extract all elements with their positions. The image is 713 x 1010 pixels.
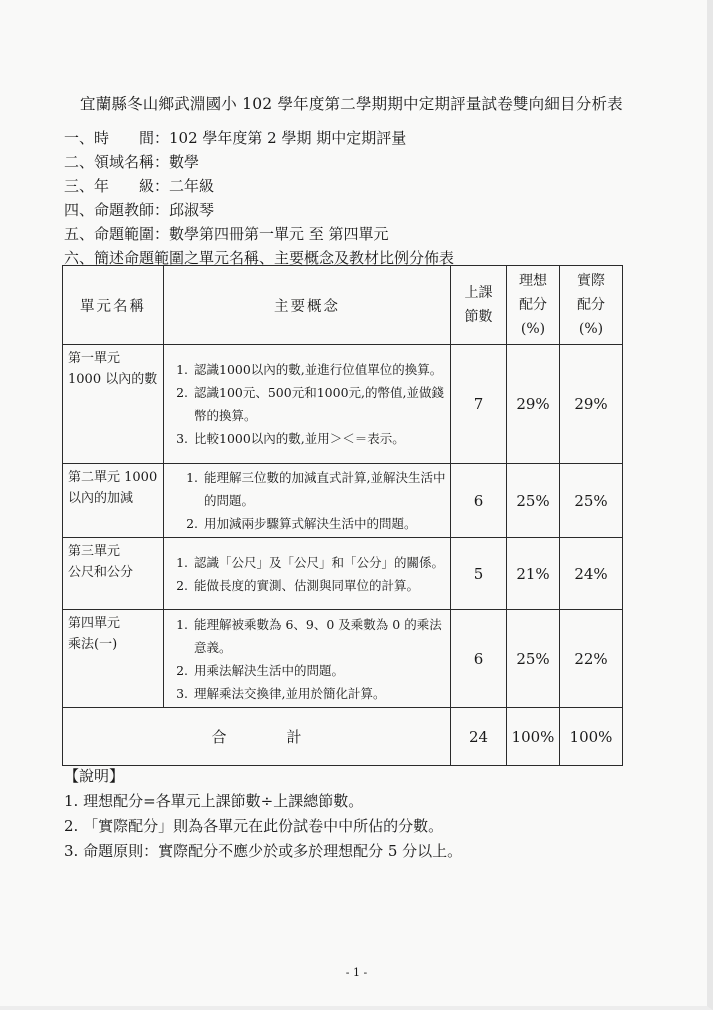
unit-name-cell [63,610,164,708]
concepts-cell [164,610,451,708]
info-section [64,126,664,270]
document-title: 宜蘭縣冬山鄉武淵國小 102 學年度第二學期期中定期評量試卷雙向細目分析表 [80,95,623,113]
concept-item [168,358,446,381]
notes-heading: 【說明】 [64,767,125,785]
concept-text: 理解乘法交換律,並用於簡化計算。 [194,685,386,701]
note-item: 3. 命題原則：實際配分不應少於或多於理想配分 5 分以上。 [64,842,463,860]
concept-text: 認識100元、500元和1000元,的幣值,並做錢幣的換算。 [194,385,444,423]
lessons-cell: 5 [451,538,507,610]
concepts-cell [164,538,451,610]
concept-number: 1. [186,470,198,485]
lessons-cell: 6 [451,464,507,538]
concept-text: 比較1000以內的數,並用＞＜＝表示。 [194,431,405,446]
total-ideal-cell: 100% [507,708,560,766]
actual-score-cell: 24% [560,538,623,610]
total-lessons-cell: 24 [451,708,507,766]
table-row [63,610,623,708]
concept-number: 2. [176,577,188,593]
concept-text: 能理解三位數的加減直式計算,並解決生活中的問題。 [204,470,446,508]
concept-item [168,381,446,427]
actual-score-cell: 25% [560,464,623,538]
unit-name-line2: 乘法(一) [68,637,118,652]
header-main-concept: 主要概念 [164,266,451,345]
unit-name-line1: 第一單元 [68,351,121,366]
concept-number: 1. [176,554,188,570]
header-lessons-line2: 節數 [464,309,493,325]
header-ideal-line3: (%) [520,321,546,337]
actual-score-cell: 22% [560,610,623,708]
header-actual-line2: 配分 [577,297,605,313]
note-item: 2. 「實際配分」則為各單元在此份試卷中中所佔的分數。 [64,817,444,835]
info-line-scope: 五、命題範圍：數學第四冊第一單元 至 第四單元 [64,225,389,243]
header-ideal-line1: 理想 [519,273,547,289]
total-label: 合計 [63,708,451,766]
note-item: 1. 理想配分=各單元上課節數÷上課總節數。 [64,792,364,810]
unit-name-cell [63,464,164,538]
actual-score-cell: 29% [560,345,623,464]
concept-item [168,682,446,705]
concept-text: 能理解被乘數為 6、9、0 及乘數為 0 的乘法意義。 [194,616,442,655]
unit-name-cell [63,538,164,610]
concepts-cell [164,464,451,538]
table-header-row [63,266,623,345]
unit-name-cell [63,345,164,464]
header-actual-score [560,266,623,345]
concepts-cell [164,345,451,464]
table-row [63,345,623,464]
info-line-domain: 二、領域名稱：數學 [64,153,200,171]
concept-item [168,427,446,450]
ideal-score-cell: 21% [507,538,560,610]
info-line-grade: 三、年 級：二年級 [64,177,215,195]
header-actual-line1: 實際 [577,273,605,289]
lessons-cell: 6 [451,610,507,708]
unit-name-line2: 以內的加減 [68,491,134,506]
table-total-row [63,708,623,766]
info-line-teacher: 四、命題教師：邱淑琴 [64,201,215,219]
concept-item [168,466,446,512]
concept-number: 2. [176,385,188,400]
concept-item [168,659,446,682]
header-actual-line3: (%) [578,321,604,337]
header-ideal-line2: 配分 [519,297,547,313]
concept-number: 1. [176,362,188,377]
concept-text: 認識1000以內的數,並進行位值單位的換算。 [194,362,443,377]
page-number: - 1 - [345,966,368,979]
unit-name-line1: 第三單元 [68,544,121,559]
unit-name-line1: 第二單元 1000 [68,470,158,485]
unit-name-line1: 第四單元 [68,616,121,631]
table-row [63,538,623,610]
concept-item [168,551,446,574]
concept-number: 2. [176,662,188,678]
concept-text: 用乘法解決生活中的問題。 [194,662,345,678]
total-actual-cell: 100% [560,708,623,766]
table-row [63,464,623,538]
header-unit-name: 單元名稱 [63,266,164,345]
ideal-score-cell: 29% [507,345,560,464]
concept-text: 能做長度的實測、估測與同單位的計算。 [194,577,420,593]
concept-number: 1. [176,616,188,632]
concept-text: 用加減兩步驟算式解決生活中的問題。 [204,516,417,531]
concept-number: 3. [176,685,188,701]
concept-text: 認識「公尺」及「公尺」和「公分」的關係。 [194,554,445,570]
ideal-score-cell: 25% [507,464,560,538]
notes-section [64,764,664,864]
concept-number: 3. [176,431,188,446]
concept-number: 2. [186,516,198,531]
info-line-time: 一、時 間：102 學年度第 2 學期 期中定期評量 [64,129,407,147]
unit-name-line2: 1000 以內的數 [68,372,158,387]
concept-item [168,574,446,597]
header-ideal-score [507,266,560,345]
header-lessons [451,266,507,345]
analysis-table [62,265,623,766]
concept-item [168,613,446,659]
ideal-score-cell: 25% [507,610,560,708]
header-lessons-line1: 上課 [464,285,493,301]
unit-name-line2: 公尺和公分 [68,565,134,580]
concept-item [168,512,446,535]
info-line-table-heading: 六、簡述命題範圍之單元名稱、主要概念及教材比例分佈表 [64,249,455,267]
lessons-cell: 7 [451,345,507,464]
